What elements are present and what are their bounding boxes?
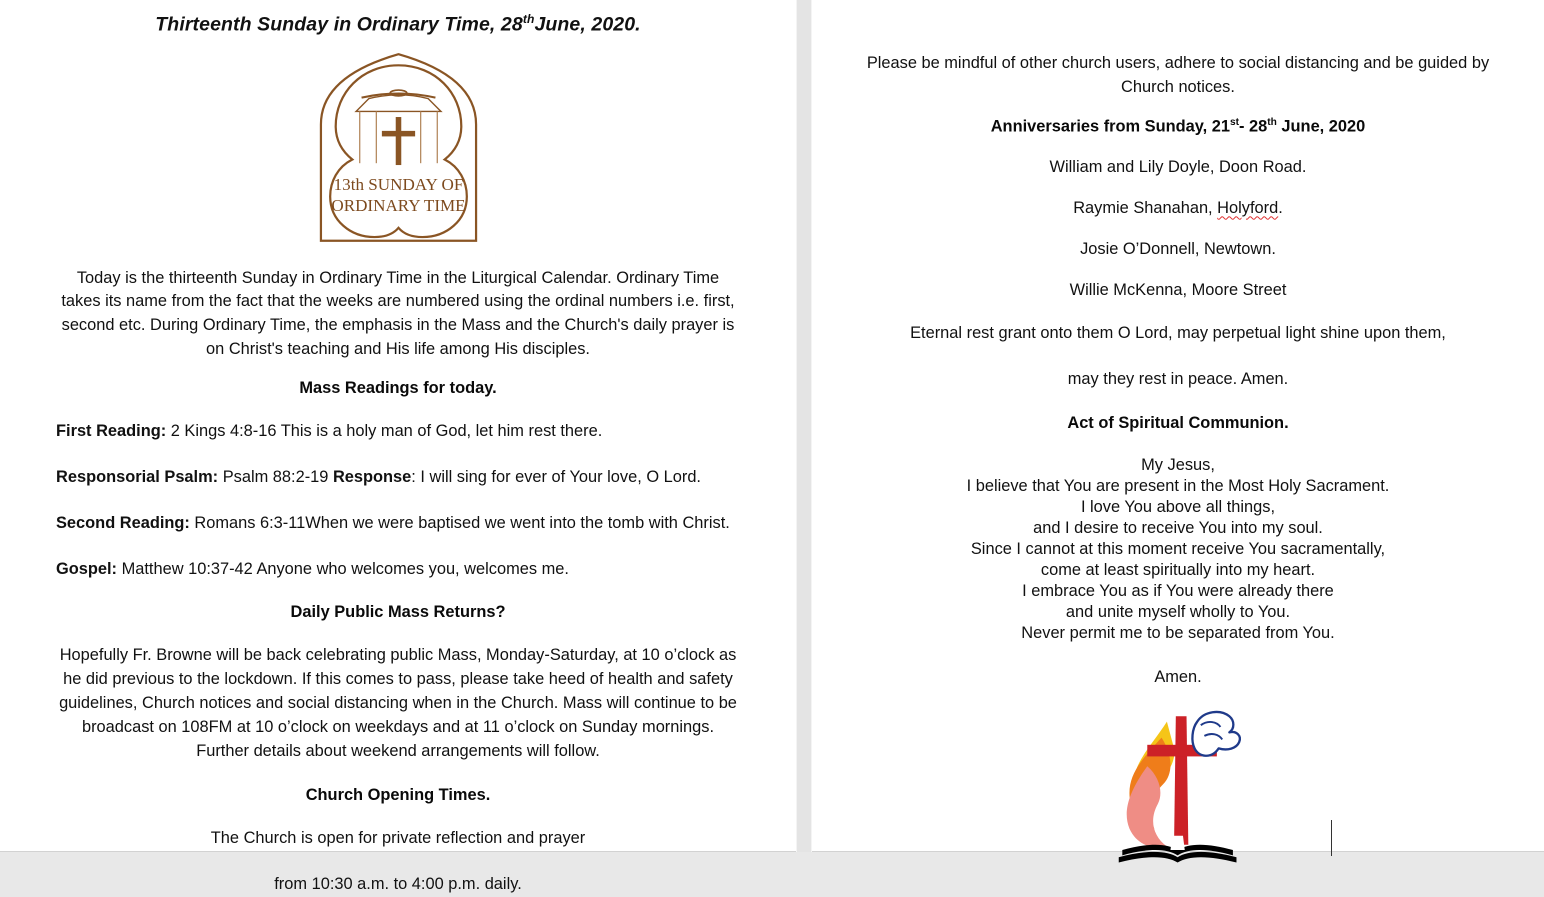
- page-gutter: [796, 0, 812, 852]
- reading-second-text: Romans 6:3-11When we were baptised we went into the tomb with Christ.: [189, 513, 730, 532]
- spellcheck-flagged-word: Holyford: [1217, 199, 1279, 218]
- page-title-ordinal-suffix: th: [522, 12, 535, 26]
- social-distancing-notice: Please be mindful of other church users, adhere to social distancing and be guided by Church notices.: [866, 54, 1490, 96]
- prayer-line: Since I cannot at this moment receive You sacramentally,: [970, 540, 1386, 559]
- prayer-line: I embrace You as if You were already there: [1022, 582, 1334, 601]
- spiritual-communion-prayer: [848, 455, 1508, 644]
- prayer-line: and I desire to receive You into my soul.: [1033, 519, 1323, 538]
- text-cursor-caret: [1331, 820, 1332, 856]
- prayer-amen: Amen.: [1154, 668, 1202, 687]
- anniversaries-heading-part-a: Anniversaries from Sunday, 21: [990, 117, 1230, 136]
- reading-gospel: [56, 558, 740, 582]
- anniversaries-heading-sup-1: st: [1230, 116, 1240, 128]
- cross-flame-dove-logo-container: [848, 702, 1508, 867]
- mass-returns-heading: Daily Public Mass Returns?: [290, 603, 506, 622]
- seal-line-2: ORDINARY TIME: [330, 195, 466, 215]
- mass-returns-paragraph: Hopefully Fr. Browne will be back celebrating public Mass, Monday-Saturday, at 10 o’clock as he did previous to the lockdown. If this comes to pass, please take heed of health and safety guidelines, Church notices and social distancing when in the Church. Mass will continue to be broadcast on 108FM at 10 o’clock on weekdays and at 11 o’clock on Sunday mornings. Further details about weekend arrangements will follow.: [59, 646, 737, 761]
- spiritual-communion-heading: Act of Spiritual Communion.: [1067, 414, 1289, 433]
- reading-second-label: Second Reading:: [56, 513, 190, 532]
- page-title-main: Thirteenth Sunday in Ordinary Time, 28: [155, 13, 523, 36]
- page-right: [812, 0, 1544, 852]
- ordinary-time-seal-icon: [306, 45, 491, 250]
- anniversary-text: Willie McKenna, Moore Street: [1069, 281, 1287, 300]
- eternal-rest-line-2: may they rest in peace. Amen.: [1067, 370, 1289, 389]
- reading-psalm-label: Responsorial Psalm:: [56, 468, 219, 487]
- anniversary-entry: [848, 199, 1508, 218]
- reading-second: [56, 512, 740, 536]
- reading-psalm-text: Psalm 88:2-19: [218, 468, 333, 487]
- intro-paragraph: Today is the thirteenth Sunday in Ordinary Time in the Liturgical Calendar. Ordinary Time takes its name from the fact that the weeks are numbered using the ordinal numbers i.e. first, second etc. During Ordinary Time, the emphasis in the Mass and the Church's daily prayer is on Christ's teaching and His life among His disciples.: [61, 268, 735, 359]
- prayer-line: Never permit me to be separated from You.: [1021, 624, 1335, 643]
- anniversary-text: Josie O’Donnell, Newtown.: [1080, 240, 1276, 259]
- anniversary-text: William and Lily Doyle, Doon Road.: [1049, 158, 1307, 177]
- mass-readings-heading: Mass Readings for today.: [299, 379, 497, 398]
- ordinary-time-logo-container: [56, 45, 740, 250]
- prayer-line: My Jesus,: [1141, 456, 1215, 475]
- anniversaries-heading-sup-2: th: [1267, 116, 1277, 128]
- prayer-line: I believe that You are present in the Most Holy Sacrament.: [966, 477, 1390, 496]
- seal-line-1: 13th SUNDAY OF: [333, 174, 463, 194]
- opening-times-heading: Church Opening Times.: [305, 786, 491, 805]
- anniversary-entry: [848, 158, 1508, 177]
- anniversaries-heading: [848, 117, 1508, 136]
- reading-psalm-response-label: Response: [332, 468, 412, 487]
- page-title-tail: June, 2020.: [534, 13, 641, 36]
- reading-first-label: First Reading:: [56, 422, 167, 441]
- reading-gospel-label: Gospel:: [56, 559, 118, 578]
- anniversary-text: Raymie Shanahan,: [1073, 199, 1218, 218]
- reading-gospel-text: Matthew 10:37-42 Anyone who welcomes you, welcomes me.: [117, 559, 569, 578]
- prayer-line: come at least spiritually into my heart.: [1040, 561, 1316, 580]
- anniversary-entry: [848, 240, 1508, 259]
- reading-psalm-response-text: : I will sing for ever of Your love, O Lord.: [411, 468, 701, 487]
- page-title: [56, 12, 740, 37]
- reading-first: [56, 420, 740, 444]
- eternal-rest-line-1: Eternal rest grant onto them O Lord, may perpetual light shine upon them,: [910, 324, 1446, 343]
- reading-first-text: 2 Kings 4:8-16 This is a holy man of God, let him rest there.: [166, 422, 603, 441]
- anniversaries-heading-part-b: - 28: [1239, 117, 1268, 136]
- anniversary-text-tail: .: [1278, 199, 1283, 218]
- reading-psalm: [56, 466, 740, 490]
- opening-times-line-2: from 10:30 a.m. to 4:00 p.m. daily.: [274, 875, 522, 894]
- cross-flame-dove-icon: [1111, 702, 1246, 867]
- anniversary-entry: [848, 281, 1508, 300]
- prayer-line: I love You above all things,: [1080, 498, 1276, 517]
- opening-times-line-1: The Church is open for private reflection and prayer: [210, 829, 586, 848]
- prayer-line: and unite myself wholly to You.: [1065, 603, 1291, 622]
- anniversaries-heading-part-c: June, 2020: [1276, 117, 1366, 136]
